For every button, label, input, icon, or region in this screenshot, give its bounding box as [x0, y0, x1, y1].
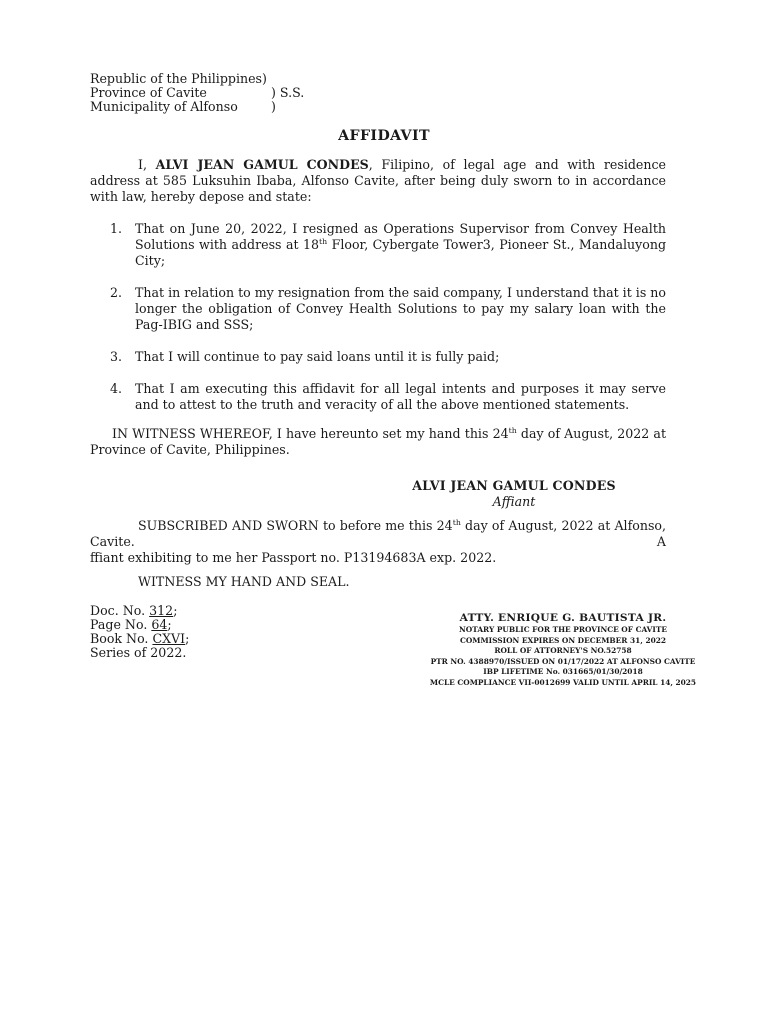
ordinal-suffix: th — [508, 425, 517, 435]
witness-text-part: day of August, 2022 at Province of Cavite, Philippines. — [90, 426, 666, 457]
intro-rest: , Filipino, of legal age and with residence address at 585 Luksuhin Ibaba, Alfonso Cavite, after being duly sworn to in accordance with law, hereby depose and state: — [90, 157, 666, 204]
jurat-line — [90, 518, 666, 550]
affiant-name: ALVI JEAN GAMUL CONDES — [412, 478, 616, 493]
witness-text-part: IN WITNESS WHEREOF, I have hereunto set my hand this 24 — [112, 426, 509, 441]
register-label: Series of 2022. — [90, 645, 187, 660]
venue-line — [90, 86, 350, 100]
register-value: CXVI — [152, 631, 186, 646]
notary-line: COMMISSION EXPIRES ON DECEMBER 31, 2022 — [459, 635, 667, 645]
register-label: Page No. — [90, 617, 152, 632]
witness-seal-line: WITNESS MY HAND AND SEAL. — [138, 574, 350, 589]
jurat-text-part: SUBSCRIBED AND SWORN to before me this 24 — [138, 518, 453, 533]
register-value: 64 — [151, 617, 168, 632]
venue-label: Municipality of Alfonso — [90, 99, 238, 114]
register-entry — [90, 604, 290, 618]
register-value: 312 — [149, 603, 174, 618]
notary-name: ATTY. ENRIQUE G. BAUTISTA JR. — [459, 612, 667, 624]
venue-suffix: ) — [271, 99, 276, 114]
item-text-part: That on June 20, 2022, I resigned as Operations Supervisor from Convey Health Solutions with address at 18 — [135, 221, 666, 252]
affiant-name-inline: ALVI JEAN GAMUL CONDES — [155, 157, 369, 172]
item-number: 3. — [110, 349, 123, 364]
notary-line: ROLL OF ATTORNEY'S NO.52758 — [494, 646, 632, 656]
jurat-line: ffiant exhibiting to me her Passport no. P13194683A exp. 2022. — [90, 550, 497, 565]
jurat-text-part: day of August, 2022 at Alfonso, Cavite. A — [90, 518, 666, 549]
item-text: That in relation to my resignation from the said company, I understand that it is no longer the obligation of Convey Health Solutions to pay my salary loan with the Pag-IBIG and SSS; — [135, 285, 666, 332]
item-number: 1. — [110, 221, 123, 236]
register-end: ; — [173, 603, 178, 618]
list-item — [110, 349, 666, 365]
jurat-paragraph — [90, 518, 666, 566]
venue-label: Province of Cavite — [90, 85, 207, 100]
affiant-signature-block — [400, 478, 628, 510]
register-entry — [90, 646, 290, 660]
register-end: ; — [185, 631, 190, 646]
notarial-register-entries — [90, 604, 290, 660]
intro-paragraph — [90, 157, 666, 205]
register-end: ; — [167, 617, 172, 632]
notary-block — [408, 612, 718, 689]
item-number: 4. — [110, 381, 123, 396]
ordinal-suffix: th — [452, 517, 461, 527]
venue-line — [90, 100, 350, 114]
list-item — [110, 285, 666, 333]
witness-paragraph — [90, 426, 666, 458]
affiant-role: Affiant — [492, 494, 536, 509]
notary-line: PTR NO. 4388970/ISSUED ON 01/17/2022 AT ALFONSO CAVITE — [430, 656, 696, 666]
notary-line: NOTARY PUBLIC FOR THE PROVINCE OF CAVITE — [459, 625, 667, 634]
register-entry — [90, 632, 290, 646]
venue-suffix: ) — [262, 71, 267, 86]
notary-line: MCLE COMPLIANCE VII-0012699 VALID UNTIL APRIL 14, 2025 — [429, 677, 697, 687]
notary-line: IBP LIFETIME No. 031665/01/30/2018 — [483, 667, 643, 677]
list-item — [110, 381, 666, 413]
document-title: AFFIDAVIT — [338, 128, 430, 144]
venue-suffix: ) S.S. — [271, 85, 305, 100]
item-number: 2. — [110, 285, 123, 300]
ordinal-suffix: th — [319, 236, 328, 246]
register-label: Book No. — [90, 631, 153, 646]
register-entry — [90, 618, 290, 632]
venue-label: Republic of the Philippines — [90, 71, 263, 86]
list-item — [110, 221, 666, 269]
intro-lead: I, — [138, 157, 156, 172]
item-text: That I will continue to pay said loans until it is fully paid; — [135, 349, 500, 364]
item-text-part: Floor, Cybergate Tower3, Pioneer St., Mandaluyong City; — [135, 237, 667, 268]
item-text: That I am executing this affidavit for all legal intents and purposes it may serve and to attest to the truth and veracity of all the above mentioned statements. — [135, 381, 666, 412]
item-text — [135, 221, 666, 269]
register-label: Doc. No. — [90, 603, 150, 618]
venue-line — [90, 72, 350, 86]
venue-block — [90, 72, 350, 114]
